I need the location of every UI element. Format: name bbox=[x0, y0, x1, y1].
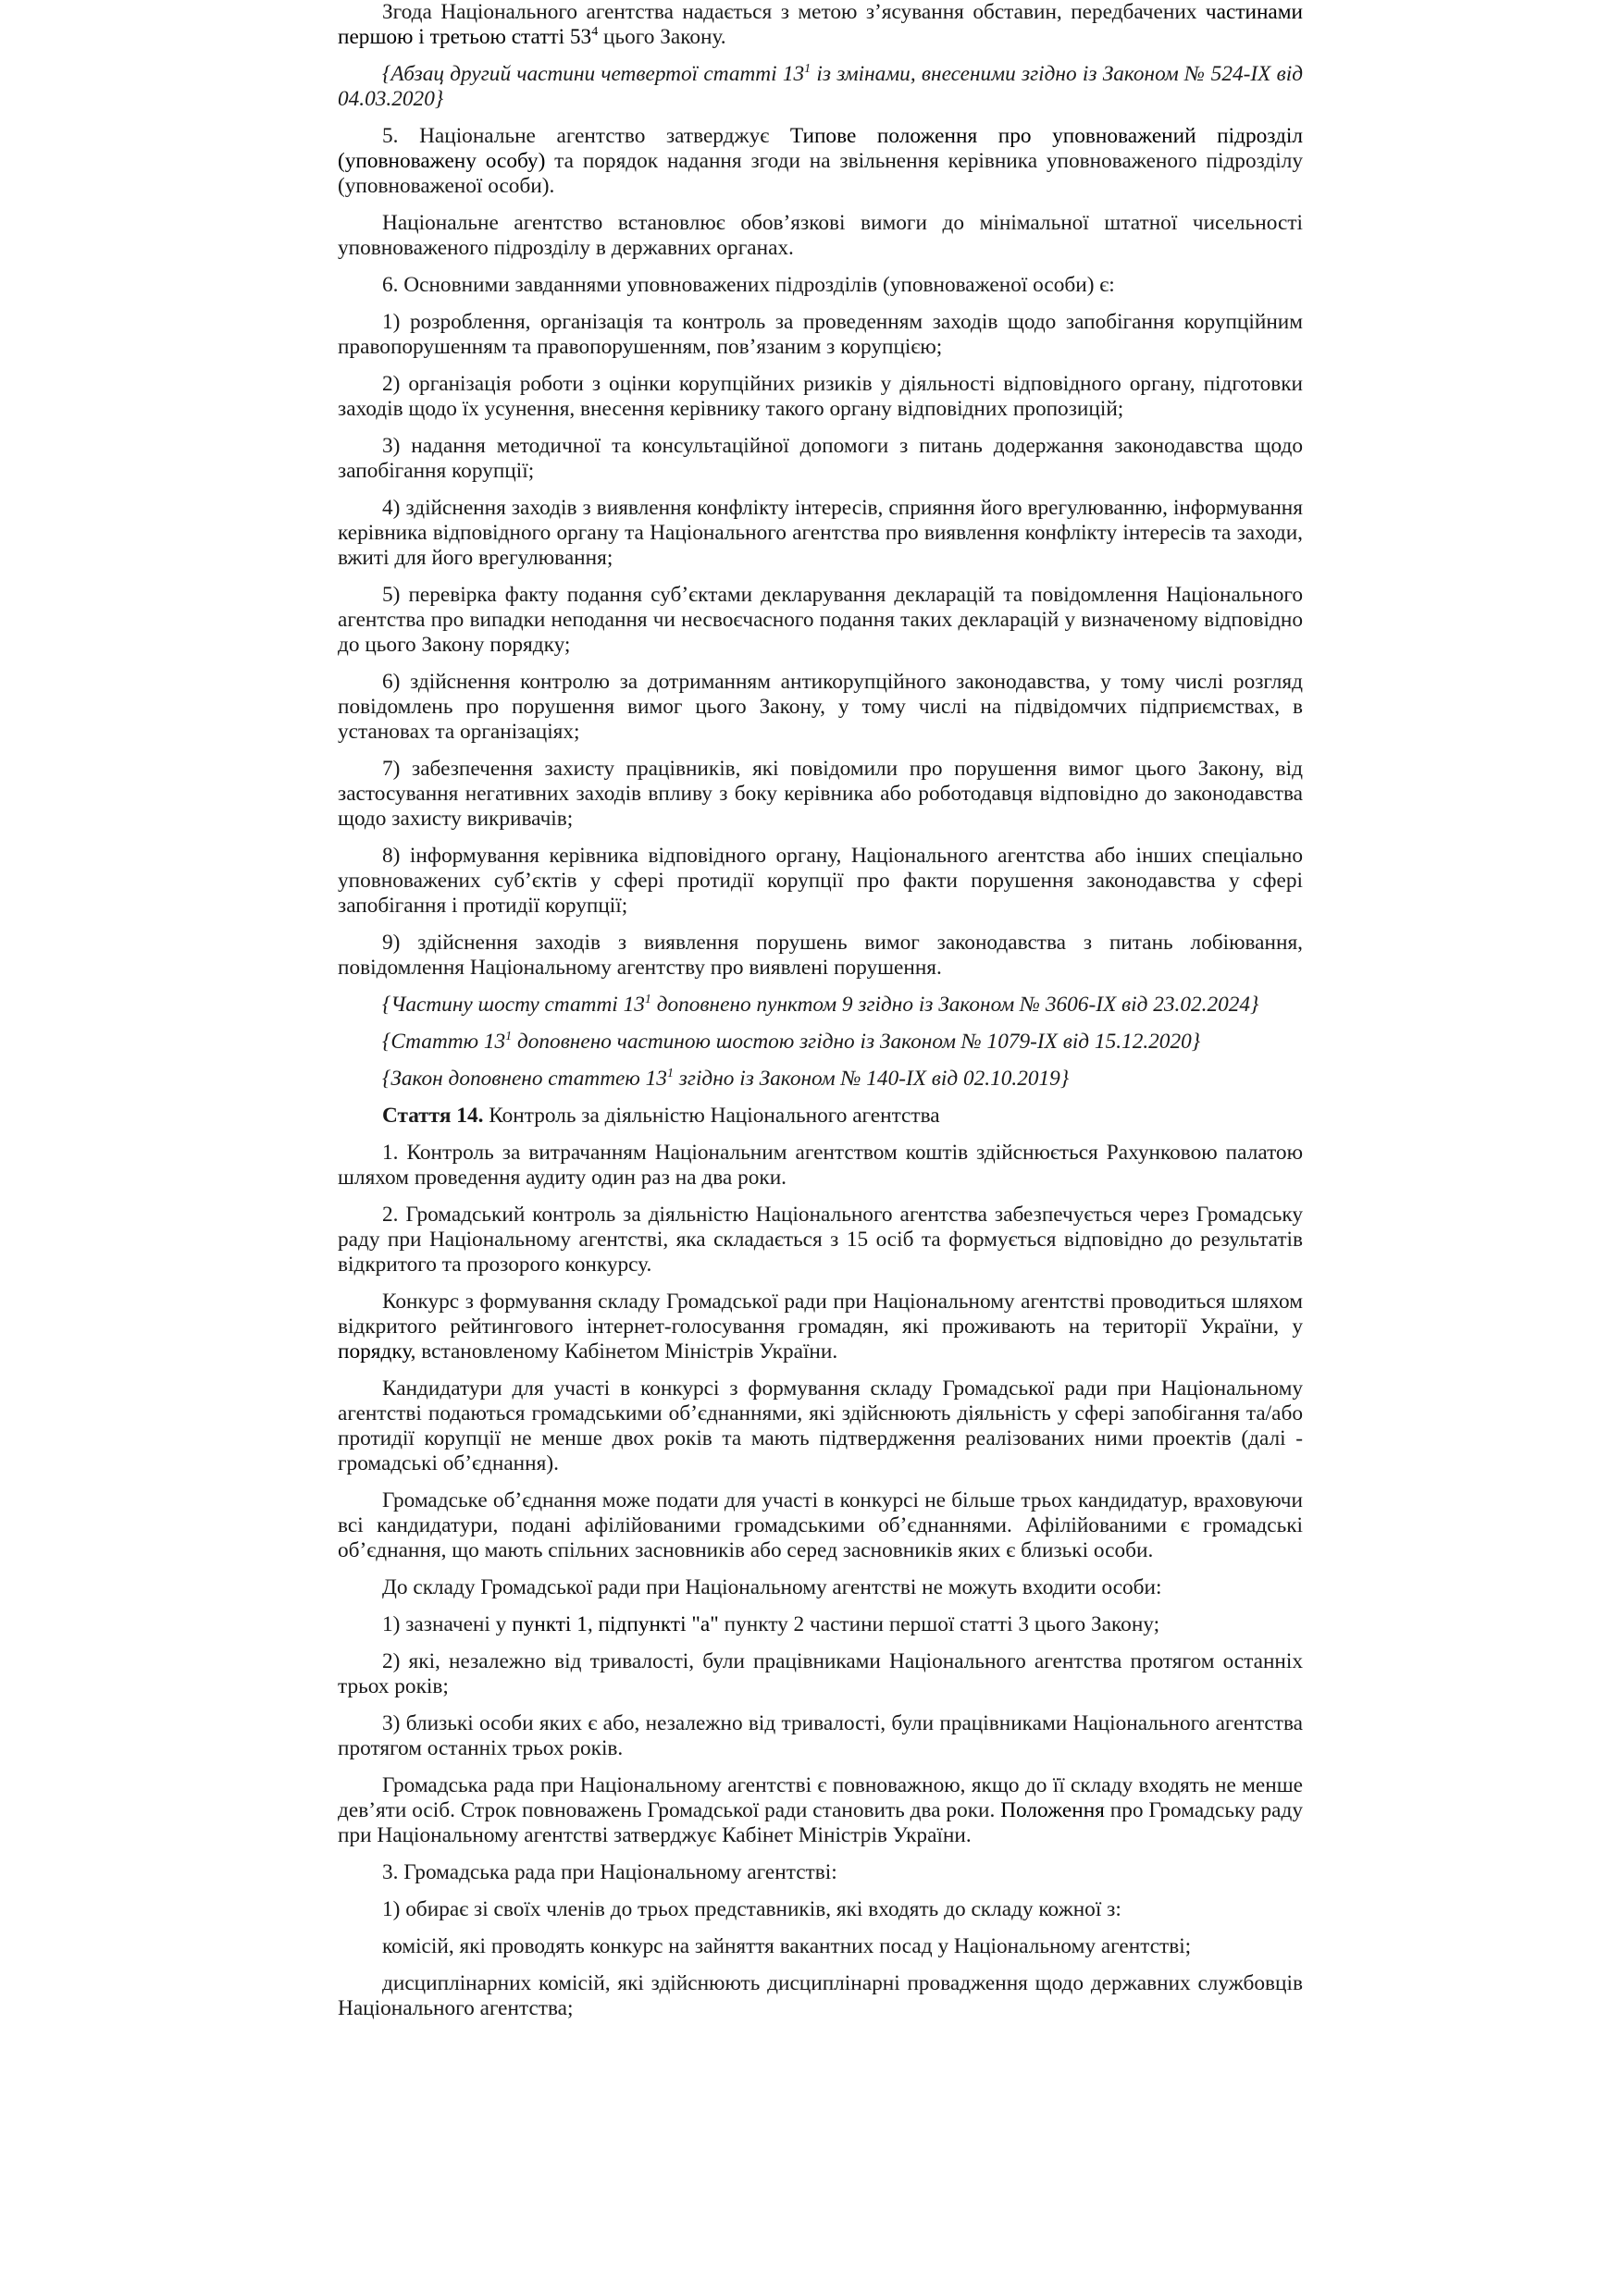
paragraph bbox=[338, 124, 1303, 199]
text-run: 5. Національне агентство затверджує bbox=[382, 124, 790, 148]
text-run: 6. Основними завданнями уповноважених підрозділів (уповноваженої особи) є: bbox=[382, 273, 1115, 297]
paragraph bbox=[338, 310, 1303, 360]
law-reference-link[interactable]: пункті 1 bbox=[512, 1612, 588, 1636]
text-run: дисциплінарних комісій, які здійснюють дисциплінарні провадження щодо державних службовців Національного агентства; bbox=[338, 1971, 1303, 2020]
text-run: 1) зазначені у bbox=[382, 1612, 513, 1636]
text-run: , bbox=[587, 1612, 599, 1636]
article-heading: Стаття 14. bbox=[382, 1104, 484, 1128]
text-run: 2) які, незалежно від тривалості, були працівниками Національного агентства протягом останніх трьох років; bbox=[338, 1649, 1303, 1698]
paragraph bbox=[338, 1203, 1303, 1278]
paragraph bbox=[338, 1897, 1303, 1922]
paragraph bbox=[338, 1971, 1303, 2021]
text-run: 2) організація роботи з оцінки корупційних ризиків у діяльності відповідного органу, підготовки заходів щодо їх усунення, внесення керівнику такого органу відповідних пропозицій; bbox=[338, 372, 1303, 421]
text-run: Громадська рада при Національному агентстві є повноважною, якщо до її складу входять не менше дев’яти осіб. Строк повноважень Громадської ради становить два роки. bbox=[338, 1773, 1303, 1822]
text-run: 1) розроблення, організація та контроль за проведенням заходів щодо запобігання корупційним правопорушенням та правопорушенням, пов’язаним з корупцією; bbox=[338, 310, 1303, 359]
text-run: Контроль за діяльністю Національного агентства bbox=[483, 1104, 940, 1128]
superscript[interactable]: 4 bbox=[591, 25, 599, 39]
text-run: Конкурс з формування складу Громадської ради при Національному агентстві проводиться шляхом відкритого рейтингового інтернет-голосування громадян, які проживають на території України, у bbox=[338, 1290, 1303, 1339]
text-run: Громадське об’єднання може подати для участі в конкурсі не більше трьох кандидатур, враховуючи всі кандидатури, подані афілійованими громадськими об’єднаннями. Афілійованими є громадські об’єднання, що мають спільних засновників або серед засновників яких є близькі особи. bbox=[338, 1488, 1303, 1562]
paragraph bbox=[338, 0, 1303, 50]
paragraph bbox=[338, 670, 1303, 745]
amendment-note bbox=[338, 1067, 1303, 1092]
paragraph bbox=[338, 1575, 1303, 1600]
text-run: 8) інформування керівника відповідного органу, Національного агентства або інших спеціально уповноважених суб’єктів у сфері протидії корупції про факти порушення законодавства у сфері запобігання і протидії корупції; bbox=[338, 844, 1303, 918]
paragraph bbox=[338, 1711, 1303, 1761]
paragraph bbox=[338, 1141, 1303, 1191]
text-run: {Абзац другий частини четвертої статті 13 bbox=[382, 62, 805, 86]
amendment-note bbox=[338, 62, 1303, 112]
paragraph bbox=[338, 1488, 1303, 1563]
text-run: та порядок надання згоди на звільнення керівника уповноваженого підрозділу (уповноваженої особи). bbox=[338, 149, 1303, 198]
text-run: 3) близькі особи яких є або, незалежно від тривалості, були працівниками Національного агентства протягом останніх трьох років. bbox=[338, 1711, 1303, 1760]
paragraph bbox=[338, 1376, 1303, 1476]
text-run: , встановленому Кабінетом Міністрів України. bbox=[410, 1339, 838, 1364]
paragraph bbox=[338, 1773, 1303, 1848]
paragraph bbox=[338, 757, 1303, 832]
superscript: 1 bbox=[644, 993, 651, 1006]
paragraph bbox=[338, 1612, 1303, 1637]
law-reference-link[interactable]: порядку bbox=[338, 1339, 411, 1364]
text-run: До складу Громадської ради при Національному агентстві не можуть входити особи: bbox=[382, 1575, 1162, 1599]
text-run: комісій, які проводять конкурс на зайняття вакантних посад у Національному агентстві; bbox=[382, 1934, 1192, 1958]
text-run: доповнено пунктом 9 згідно із Законом № 3606-IX від 23.02.2024} bbox=[650, 993, 1259, 1017]
law-reference-link[interactable]: Положення bbox=[1000, 1798, 1105, 1822]
superscript: 1 bbox=[666, 1067, 674, 1080]
text-run: про Громадську раду при Національному агентстві затверджує Кабінет Міністрів України. bbox=[338, 1798, 1303, 1847]
superscript: 1 bbox=[804, 62, 812, 76]
text-run: {Частину шосту статті 13 bbox=[382, 993, 645, 1017]
text-run: Згода Національного агентства надається з метою з’ясування обставин, передбачених bbox=[382, 0, 1206, 24]
law-reference-link[interactable]: підпункті "а" bbox=[598, 1612, 719, 1636]
paragraph bbox=[338, 434, 1303, 484]
paragraph bbox=[338, 931, 1303, 981]
law-reference-link[interactable]: частинами першою і третьою статті 53 bbox=[338, 0, 1303, 49]
text-run: цього Закону. bbox=[598, 25, 726, 49]
paragraph bbox=[338, 844, 1303, 919]
text-run: {Закон доповнено статтею 13 bbox=[382, 1067, 667, 1091]
law-reference-link[interactable]: Типове положення про уповноважений підрозділ (уповноважену особу) bbox=[338, 124, 1303, 173]
paragraph bbox=[338, 1290, 1303, 1364]
text-run: 6) здійснення контролю за дотриманням антикорупційного законодавства, у тому числі розгляд повідомлень про порушення вимог цього Закону, у тому числі на підвідомчих підприємствах, в установах та організаціях; bbox=[338, 670, 1303, 744]
paragraph bbox=[338, 1649, 1303, 1699]
text-run: 4) здійснення заходів з виявлення конфлікту інтересів, сприяння його врегулюванню, інформування керівника відповідного органу та Національного агентства про виявлення конфлікту інтересів та заходи, вжиті для його врегулювання; bbox=[338, 496, 1303, 570]
text-run: 1) обирає зі своїх членів до трьох представників, які входять до складу кожної з: bbox=[382, 1897, 1121, 1921]
text-run: згідно із Законом № 140-IX від 02.10.2019} bbox=[673, 1067, 1070, 1091]
text-run: 5) перевірка факту подання суб’єктами декларування декларацій та повідомлення Національного агентства про випадки неподання чи несвоєчасного подання таких декларацій у визначеному відповідно до цього Закону порядку; bbox=[338, 583, 1303, 657]
amendment-note bbox=[338, 993, 1303, 1018]
paragraph bbox=[338, 211, 1303, 261]
text-run: доповнено частиною шостою згідно із Законом № 1079-IX від 15.12.2020} bbox=[512, 1030, 1201, 1054]
text-run: 3. Громадська рада при Національному агентстві: bbox=[382, 1860, 837, 1884]
text-run: 1. Контроль за витрачанням Національним агентством коштів здійснюється Рахунковою палатою шляхом проведення аудиту один раз на два роки. bbox=[338, 1141, 1303, 1190]
text-run: 2. Громадський контроль за діяльністю Національного агентства забезпечується через Громадську раду при Національному агентстві, яка складається з 15 осіб та формується відповідно до результатів відкритого та прозорого конкурсу. bbox=[338, 1203, 1303, 1277]
paragraph bbox=[338, 583, 1303, 658]
paragraph bbox=[338, 1860, 1303, 1885]
text-run: {Статтю 13 bbox=[382, 1030, 506, 1054]
document-page bbox=[338, 0, 1303, 2033]
text-run: Кандидатури для участі в конкурсі з формування складу Громадської ради при Національному агентстві подаються громадськими об’єднаннями, які здійснюють діяльність у сфері запобігання та/або протидії корупції не менше двох років та мають підтвердження реалізованих ними проектів (далі - громадські об’єднання). bbox=[338, 1376, 1303, 1475]
paragraph bbox=[338, 1104, 1303, 1129]
text-run: із змінами, внесеними згідно із Законом № 524-IX від 04.03.2020} bbox=[338, 62, 1303, 111]
paragraph bbox=[338, 1934, 1303, 1959]
paragraph bbox=[338, 496, 1303, 571]
superscript: 1 bbox=[505, 1030, 513, 1043]
text-run: 9) здійснення заходів з виявлення порушень вимог законодавства з питань лобіювання, повідомлення Національному агентству про виявлені порушення. bbox=[338, 931, 1303, 980]
paragraph bbox=[338, 273, 1303, 298]
amendment-note bbox=[338, 1030, 1303, 1055]
text-run: пункту 2 частини першої статті 3 цього Закону; bbox=[718, 1612, 1160, 1636]
text-run: Національне агентство встановлює обов’язкові вимоги до мінімальної штатної чисельності уповноваженого підрозділу в державних органах. bbox=[338, 211, 1303, 260]
paragraph bbox=[338, 372, 1303, 422]
text-run: 7) забезпечення захисту працівників, які повідомили про порушення вимог цього Закону, від застосування негативних заходів впливу з боку керівника або роботодавця відповідно до законодавства щодо захисту викривачів; bbox=[338, 757, 1303, 831]
text-run: 3) надання методичної та консультаційної допомоги з питань додержання законодавства щодо запобігання корупції; bbox=[338, 434, 1303, 483]
